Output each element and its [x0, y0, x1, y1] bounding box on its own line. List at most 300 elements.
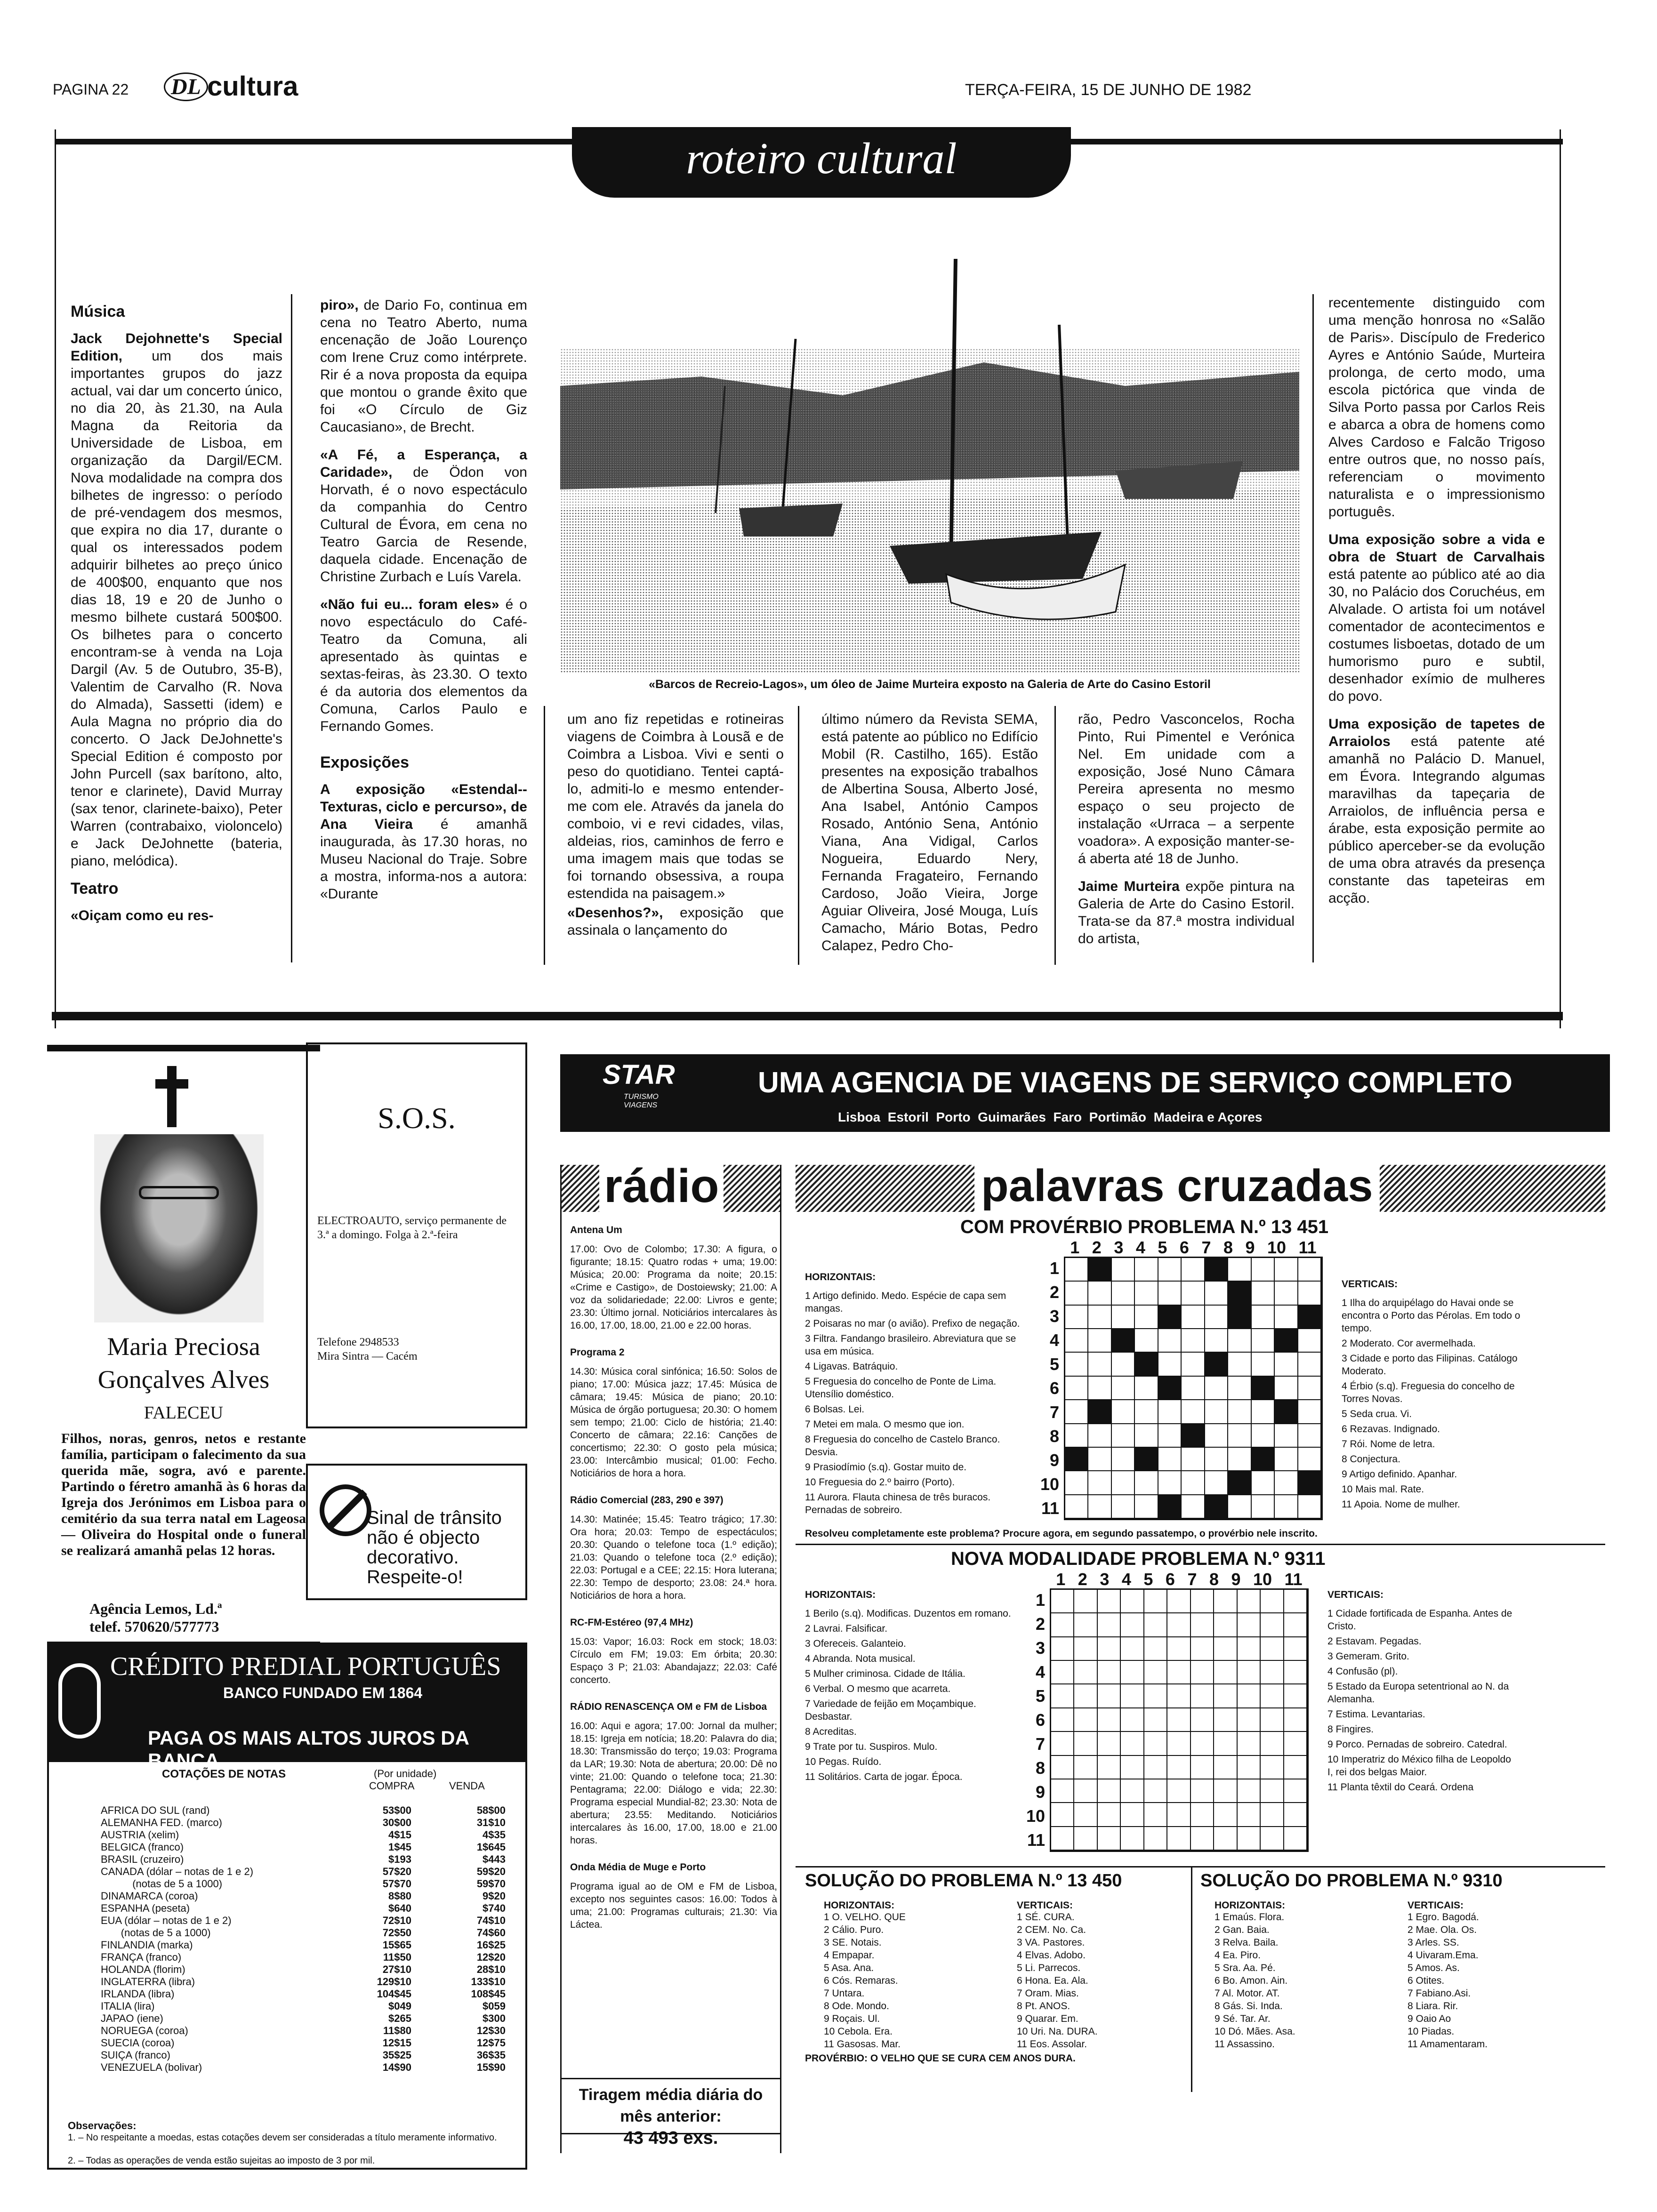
grid-cell[interactable]: [1135, 1258, 1158, 1282]
grid-cell[interactable]: [1261, 1827, 1284, 1851]
grid-cell[interactable]: [1191, 1590, 1214, 1613]
grid-cell[interactable]: [1098, 1779, 1121, 1803]
grid-cell[interactable]: [1238, 1732, 1261, 1755]
grid-cell[interactable]: [1214, 1756, 1237, 1779]
grid-number: 5: [1049, 1354, 1059, 1374]
grid-cell[interactable]: [1284, 1732, 1307, 1755]
grid-cell[interactable]: [1284, 1827, 1307, 1851]
painting-photo: [560, 207, 1299, 673]
grid-cell[interactable]: [1158, 1448, 1182, 1471]
grid-cell[interactable]: [1121, 1684, 1144, 1708]
grid-cell[interactable]: [1167, 1756, 1190, 1779]
problem-2-horizontal-clues: [805, 1607, 1017, 1786]
grid-cell[interactable]: [1074, 1590, 1097, 1613]
grid-cell[interactable]: [1051, 1756, 1074, 1779]
grid-cell[interactable]: [1284, 1613, 1307, 1637]
grid-cell[interactable]: [1238, 1613, 1261, 1637]
grid-cell[interactable]: [1112, 1329, 1135, 1353]
grid-cell[interactable]: [1214, 1803, 1237, 1827]
problem-1-vertical-label: VERTICAIS:: [1342, 1279, 1398, 1290]
grid-cell[interactable]: [1051, 1708, 1074, 1732]
grid-cell[interactable]: [1205, 1377, 1228, 1400]
grid-cell[interactable]: [1228, 1282, 1251, 1305]
grid-cell[interactable]: [1167, 1779, 1190, 1803]
grid-cell[interactable]: [1191, 1827, 1214, 1851]
grid-cell[interactable]: [1298, 1353, 1321, 1376]
grid-cell[interactable]: [1144, 1684, 1167, 1708]
grid-cell[interactable]: [1228, 1329, 1251, 1353]
clue-item: 7 Al. Motor. AT.: [1215, 1988, 1280, 1999]
exhibition-article-1: A exposição «Estendal--Texturas, ciclo e percurso», de Ana Vieira é amanhã inaugurada, às 17.30 horas, no Museu Nacional do Traje. Sobre a mostra, informa-nos a autora: «Durante: [320, 782, 527, 902]
clue-item: 5 Sra. Aa. Pé.: [1215, 1963, 1276, 1973]
grid-cell[interactable]: [1051, 1732, 1074, 1755]
grid-cell[interactable]: [1074, 1661, 1097, 1684]
grid-cell[interactable]: [1167, 1708, 1190, 1732]
grid-cell[interactable]: [1191, 1684, 1214, 1708]
grid-cell[interactable]: [1252, 1471, 1275, 1495]
grid-cell[interactable]: [1112, 1306, 1135, 1329]
grid-cell[interactable]: [1298, 1424, 1321, 1448]
grid-cell[interactable]: [1065, 1377, 1088, 1400]
grid-cell[interactable]: [1144, 1661, 1167, 1684]
grid-cell[interactable]: [1098, 1637, 1121, 1661]
grid-cell[interactable]: [1205, 1448, 1228, 1471]
grid-cell[interactable]: [1088, 1377, 1111, 1400]
grid-cell[interactable]: [1182, 1353, 1205, 1376]
grid-cell[interactable]: [1158, 1424, 1182, 1448]
grid-cell[interactable]: [1167, 1803, 1190, 1827]
grid-cell[interactable]: [1261, 1803, 1284, 1827]
grid-cell[interactable]: [1074, 1684, 1097, 1708]
grid-cell[interactable]: [1098, 1803, 1121, 1827]
grid-cell[interactable]: [1088, 1282, 1111, 1305]
problem-1-title: COM PROVÉRBIO PROBLEMA N.º 13 451: [960, 1217, 1329, 1237]
exhibitions-column-3: um ano fiz repetidas e rotineiras viagens de Coimbra à Lousã e de Coimbra a Lisboa. Vivi e senti o peso do quotidiano. Tentei captá-lo, admiti-lo e mesmo entender-me com ele. Através da janela do comboio, vi e revi cidades, vilas, aldeias, rios, caminhos de ferro e uma imagem mais que todas se foi tornando obsessiva, a roupa estendida na paisagem.» «Desenhos?», exposição que assinala o lançamento do: [567, 712, 784, 938]
grid-cell[interactable]: [1228, 1448, 1251, 1471]
grid-cell[interactable]: [1088, 1329, 1111, 1353]
grid-cell[interactable]: [1121, 1708, 1144, 1732]
grid-cell[interactable]: [1167, 1590, 1190, 1613]
grid-cell[interactable]: [1065, 1329, 1088, 1353]
grid-cell[interactable]: [1284, 1661, 1307, 1684]
grid-cell[interactable]: [1112, 1495, 1135, 1519]
rates-notes-title: Observações:: [68, 2120, 137, 2132]
grid-cell[interactable]: [1112, 1448, 1135, 1471]
grid-cell[interactable]: [1158, 1495, 1182, 1519]
grid-cell[interactable]: [1065, 1448, 1088, 1471]
grid-cell[interactable]: [1298, 1377, 1321, 1400]
grid-cell[interactable]: [1074, 1637, 1097, 1661]
grid-cell[interactable]: [1252, 1448, 1275, 1471]
grid-cell[interactable]: [1191, 1779, 1214, 1803]
grid-cell[interactable]: [1228, 1400, 1251, 1424]
grid-cell[interactable]: [1284, 1684, 1307, 1708]
grid-cell[interactable]: [1051, 1637, 1074, 1661]
grid-cell[interactable]: [1121, 1803, 1144, 1827]
grid-cell[interactable]: [1228, 1377, 1251, 1400]
grid-cell[interactable]: [1275, 1282, 1298, 1305]
solution-2-h-label: HORIZONTAIS:: [1215, 1900, 1286, 1911]
grid-cell[interactable]: [1135, 1377, 1158, 1400]
grid-cell[interactable]: [1275, 1377, 1298, 1400]
grid-cell[interactable]: [1182, 1424, 1205, 1448]
grid-cell[interactable]: [1214, 1827, 1237, 1851]
grid-cell[interactable]: [1088, 1424, 1111, 1448]
grid-cell[interactable]: [1167, 1684, 1190, 1708]
grid-cell[interactable]: [1121, 1613, 1144, 1637]
clue-item: 11 Aurora. Flauta chinesa de três buracos. Pernadas de sobreiro.: [805, 1492, 991, 1515]
grid-number: 4: [1035, 1662, 1045, 1682]
grid-cell[interactable]: [1205, 1306, 1228, 1329]
cross-icon: [155, 1066, 188, 1127]
problem-2-column-numbers: [1050, 1570, 1309, 1589]
stuart-article: Uma exposição sobre a vida e obra de Stuart de Carvalhais está patente ao público até ao dia 30, no Palácio dos Coruchéus, em Alvalade. O artista foi um notável comentador de acontecimentos e costumes lisboetas, dotado de um humorismo puro e subtil, desenhador exímio de mulheres do povo.: [1328, 532, 1545, 704]
grid-cell[interactable]: [1121, 1637, 1144, 1661]
clue-item: 3 Filtra. Fandango brasileiro. Abreviatura que se usa em música.: [805, 1333, 1016, 1357]
grid-cell[interactable]: [1098, 1590, 1121, 1613]
sos-text: ELECTROAUTO, serviço permanente de 3.ª a domingo. Folga à 2.ª-feira: [317, 1215, 507, 1241]
grid-cell[interactable]: [1205, 1424, 1228, 1448]
grid-cell[interactable]: [1275, 1329, 1298, 1353]
rate-row: BRASIL (cruzeiro) $193 $443: [101, 1853, 506, 1865]
rate-row: BELGICA (franco) 1$45 1$645: [101, 1841, 506, 1853]
clue-item: 9 Prasiodímio (s.q). Gostar muito de.: [805, 1462, 967, 1473]
grid-cell[interactable]: [1191, 1613, 1214, 1637]
grid-cell[interactable]: [1284, 1708, 1307, 1732]
grid-cell[interactable]: [1074, 1756, 1097, 1779]
grid-cell[interactable]: [1252, 1400, 1275, 1424]
grid-cell[interactable]: [1098, 1756, 1121, 1779]
grid-cell[interactable]: [1228, 1258, 1251, 1282]
grid-cell[interactable]: [1275, 1400, 1298, 1424]
grid-cell[interactable]: [1238, 1590, 1261, 1613]
grid-cell[interactable]: [1252, 1329, 1275, 1353]
grid-cell[interactable]: [1051, 1661, 1074, 1684]
grid-cell[interactable]: [1238, 1803, 1261, 1827]
grid-cell[interactable]: [1252, 1424, 1275, 1448]
grid-cell[interactable]: [1214, 1661, 1237, 1684]
grid-cell[interactable]: [1182, 1306, 1205, 1329]
grid-cell[interactable]: [1284, 1756, 1307, 1779]
clue-item: 6 Verbal. O mesmo que acarreta.: [805, 1683, 951, 1694]
grid-cell[interactable]: [1261, 1708, 1284, 1732]
grid-cell[interactable]: [1167, 1637, 1190, 1661]
grid-number: 2: [1092, 1238, 1102, 1257]
star-sub: TURISMO VIAGENS: [624, 1093, 659, 1109]
grid-cell[interactable]: [1112, 1353, 1135, 1376]
grid-cell[interactable]: [1158, 1353, 1182, 1376]
grid-cell[interactable]: [1135, 1400, 1158, 1424]
rate-row: AFRICA DO SUL (rand) 53$00 58$00: [101, 1804, 506, 1816]
grid-cell[interactable]: [1298, 1258, 1321, 1282]
clue-item: 3 VA. Pastores.: [1017, 1937, 1085, 1948]
grid-cell[interactable]: [1167, 1827, 1190, 1851]
clue-item: 11 Apoia. Nome de mulher.: [1342, 1499, 1460, 1510]
grid-cell[interactable]: [1252, 1306, 1275, 1329]
grid-cell[interactable]: [1298, 1495, 1321, 1519]
grid-cell[interactable]: [1284, 1590, 1307, 1613]
grid-number: 6: [1179, 1238, 1189, 1257]
grid-cell[interactable]: [1112, 1258, 1135, 1282]
grid-cell[interactable]: [1144, 1637, 1167, 1661]
grid-cell[interactable]: [1088, 1471, 1111, 1495]
clue-item: 9 Quarar. Em.: [1017, 2013, 1078, 2024]
grid-number: 11: [1284, 1570, 1303, 1589]
grid-cell[interactable]: [1074, 1613, 1097, 1637]
grid-cell[interactable]: [1191, 1803, 1214, 1827]
grid-cell[interactable]: [1261, 1684, 1284, 1708]
clue-item: 9 Oaio Ao: [1408, 2013, 1451, 2024]
solution-1-vertical: [1017, 1911, 1186, 2051]
grid-cell[interactable]: [1214, 1732, 1237, 1755]
grid-number: 11: [1041, 1498, 1059, 1518]
grid-cell[interactable]: [1112, 1471, 1135, 1495]
grid-cell[interactable]: [1275, 1353, 1298, 1376]
grid-cell[interactable]: [1275, 1448, 1298, 1471]
solution-2-horizontal: [1215, 1911, 1393, 2051]
grid-cell[interactable]: [1182, 1471, 1205, 1495]
grid-cell[interactable]: [1065, 1424, 1088, 1448]
grid-cell[interactable]: [1252, 1282, 1275, 1305]
grid-cell[interactable]: [1135, 1495, 1158, 1519]
grid-cell[interactable]: [1214, 1613, 1237, 1637]
grid-cell[interactable]: [1182, 1400, 1205, 1424]
grid-cell[interactable]: [1284, 1637, 1307, 1661]
star-headline: UMA AGENCIA DE VIAGENS DE SERVIÇO COMPLETO: [758, 1066, 1513, 1099]
grid-cell[interactable]: [1252, 1353, 1275, 1376]
grid-cell[interactable]: [1051, 1590, 1074, 1613]
grid-cell[interactable]: [1298, 1306, 1321, 1329]
grid-cell[interactable]: [1065, 1400, 1088, 1424]
grid-cell[interactable]: [1098, 1708, 1121, 1732]
crossword-grid-1: [1064, 1257, 1323, 1520]
grid-cell[interactable]: [1144, 1613, 1167, 1637]
grid-cell[interactable]: [1275, 1424, 1298, 1448]
radio-title: rádio: [599, 1160, 724, 1212]
grid-cell[interactable]: [1112, 1400, 1135, 1424]
rate-row: NORUEGA (coroa) 11$80 12$30: [101, 2025, 506, 2036]
grid-cell[interactable]: [1182, 1448, 1205, 1471]
grid-cell[interactable]: [1144, 1590, 1167, 1613]
grid-cell[interactable]: [1135, 1306, 1158, 1329]
clue-item: 7 Untara.: [824, 1988, 865, 1999]
grid-cell[interactable]: [1135, 1471, 1158, 1495]
grid-cell[interactable]: [1121, 1661, 1144, 1684]
grid-cell[interactable]: [1088, 1495, 1111, 1519]
grid-cell[interactable]: [1088, 1306, 1111, 1329]
grid-cell[interactable]: [1158, 1282, 1182, 1305]
grid-cell[interactable]: [1135, 1424, 1158, 1448]
grid-cell[interactable]: [1275, 1471, 1298, 1495]
grid-cell[interactable]: [1205, 1329, 1228, 1353]
crossword-title: palavras cruzadas: [974, 1160, 1380, 1212]
grid-cell[interactable]: [1261, 1756, 1284, 1779]
grid-cell[interactable]: [1158, 1377, 1182, 1400]
grid-cell[interactable]: [1191, 1756, 1214, 1779]
grid-cell[interactable]: [1074, 1803, 1097, 1827]
grid-cell[interactable]: [1144, 1779, 1167, 1803]
clue-item: 11 Assassino.: [1215, 2039, 1275, 2050]
grid-number: 6: [1049, 1378, 1059, 1398]
clue-item: 9 Trate por tu. Suspiros. Mulo.: [805, 1741, 938, 1752]
grid-cell[interactable]: [1214, 1590, 1237, 1613]
grid-cell[interactable]: [1144, 1732, 1167, 1755]
clue-item: 1 O. VELHO. QUE: [824, 1912, 906, 1923]
sos-address: Mira Sintra — Cacém: [317, 1350, 418, 1362]
grid-cell[interactable]: [1051, 1827, 1074, 1851]
grid-number: 4: [1121, 1570, 1131, 1589]
grid-cell[interactable]: [1205, 1282, 1228, 1305]
grid-cell[interactable]: [1182, 1495, 1205, 1519]
grid-cell[interactable]: [1261, 1661, 1284, 1684]
grid-cell[interactable]: [1051, 1803, 1074, 1827]
grid-cell[interactable]: [1121, 1827, 1144, 1851]
grid-cell[interactable]: [1275, 1306, 1298, 1329]
grid-cell[interactable]: [1088, 1400, 1111, 1424]
grid-number: 8: [1035, 1758, 1045, 1778]
grid-cell[interactable]: [1298, 1471, 1321, 1495]
grid-cell[interactable]: [1252, 1258, 1275, 1282]
grid-cell[interactable]: [1167, 1732, 1190, 1755]
grid-cell[interactable]: [1205, 1353, 1228, 1376]
clue-item: 5 Amos. As.: [1408, 1963, 1460, 1973]
grid-cell[interactable]: [1065, 1353, 1088, 1376]
grid-cell[interactable]: [1228, 1424, 1251, 1448]
grid-cell[interactable]: [1135, 1282, 1158, 1305]
grid-cell[interactable]: [1228, 1353, 1251, 1376]
grid-cell[interactable]: [1088, 1353, 1111, 1376]
clue-item: 6 Hona. Ea. Ala.: [1017, 1975, 1088, 1986]
grid-cell[interactable]: [1298, 1329, 1321, 1353]
grid-cell[interactable]: [1182, 1329, 1205, 1353]
grid-cell[interactable]: [1228, 1306, 1251, 1329]
grid-cell[interactable]: [1098, 1661, 1121, 1684]
grid-cell[interactable]: [1261, 1732, 1284, 1755]
grid-cell[interactable]: [1167, 1613, 1190, 1637]
grid-cell[interactable]: [1182, 1258, 1205, 1282]
grid-cell[interactable]: [1144, 1827, 1167, 1851]
grid-cell[interactable]: [1051, 1684, 1074, 1708]
grid-cell[interactable]: [1275, 1258, 1298, 1282]
grid-cell[interactable]: [1121, 1732, 1144, 1755]
grid-cell[interactable]: [1088, 1258, 1111, 1282]
grid-cell[interactable]: [1214, 1779, 1237, 1803]
grid-cell[interactable]: [1074, 1827, 1097, 1851]
grid-cell[interactable]: [1228, 1495, 1251, 1519]
grid-cell[interactable]: [1238, 1708, 1261, 1732]
grid-cell[interactable]: [1191, 1661, 1214, 1684]
grid-cell[interactable]: [1205, 1400, 1228, 1424]
grid-cell[interactable]: [1205, 1471, 1228, 1495]
grid-cell[interactable]: [1144, 1708, 1167, 1732]
grid-cell[interactable]: [1098, 1613, 1121, 1637]
grid-cell[interactable]: [1191, 1708, 1214, 1732]
grid-cell[interactable]: [1135, 1448, 1158, 1471]
grid-cell[interactable]: [1284, 1779, 1307, 1803]
rate-row: INGLATERRA (libra) 129$10 133$10: [101, 1976, 506, 1988]
grid-cell[interactable]: [1121, 1590, 1144, 1613]
grid-cell[interactable]: [1214, 1684, 1237, 1708]
grid-cell[interactable]: [1112, 1424, 1135, 1448]
grid-cell[interactable]: [1228, 1471, 1251, 1495]
grid-cell[interactable]: [1261, 1637, 1284, 1661]
grid-cell[interactable]: [1191, 1637, 1214, 1661]
grid-cell[interactable]: [1205, 1258, 1228, 1282]
grid-cell[interactable]: [1158, 1400, 1182, 1424]
grid-cell[interactable]: [1135, 1329, 1158, 1353]
grid-cell[interactable]: [1298, 1448, 1321, 1471]
bank-logo-icon: [58, 1663, 101, 1739]
grid-cell[interactable]: [1252, 1377, 1275, 1400]
grid-cell[interactable]: [1098, 1684, 1121, 1708]
grid-cell[interactable]: [1158, 1306, 1182, 1329]
grid-cell[interactable]: [1098, 1732, 1121, 1755]
grid-cell[interactable]: [1214, 1708, 1237, 1732]
grid-cell[interactable]: [1135, 1353, 1158, 1376]
grid-cell[interactable]: [1261, 1779, 1284, 1803]
grid-cell[interactable]: [1182, 1282, 1205, 1305]
grid-cell[interactable]: [1088, 1448, 1111, 1471]
grid-cell[interactable]: [1205, 1495, 1228, 1519]
column-rule: [291, 294, 292, 962]
rate-row: (notas de 5 a 1000) 72$50 74$60: [101, 1927, 506, 1939]
grid-cell[interactable]: [1238, 1779, 1261, 1803]
rate-row: ALEMANHA FED. (marco) 30$00 31$10: [101, 1817, 506, 1828]
grid-cell[interactable]: [1065, 1282, 1088, 1305]
grid-cell[interactable]: [1158, 1471, 1182, 1495]
grid-cell[interactable]: [1284, 1803, 1307, 1827]
grid-cell[interactable]: [1051, 1613, 1074, 1637]
grid-cell[interactable]: [1298, 1282, 1321, 1305]
grid-cell[interactable]: [1261, 1613, 1284, 1637]
grid-cell[interactable]: [1238, 1661, 1261, 1684]
grid-number: 3: [1114, 1238, 1124, 1257]
grid-cell[interactable]: [1074, 1732, 1097, 1755]
grid-cell[interactable]: [1238, 1684, 1261, 1708]
grid-cell[interactable]: [1074, 1779, 1097, 1803]
grid-cell[interactable]: [1214, 1637, 1237, 1661]
grid-cell[interactable]: [1298, 1400, 1321, 1424]
clue-item: 3 SE. Notais.: [824, 1937, 882, 1948]
grid-cell[interactable]: [1238, 1637, 1261, 1661]
grid-number: 1: [1070, 1238, 1080, 1257]
grid-cell[interactable]: [1238, 1827, 1261, 1851]
grid-cell[interactable]: [1065, 1495, 1088, 1519]
grid-cell[interactable]: [1158, 1258, 1182, 1282]
grid-cell[interactable]: [1191, 1732, 1214, 1755]
grid-cell[interactable]: [1121, 1779, 1144, 1803]
grid-cell[interactable]: [1238, 1756, 1261, 1779]
grid-cell[interactable]: [1121, 1756, 1144, 1779]
grid-cell[interactable]: [1065, 1306, 1088, 1329]
grid-cell[interactable]: [1144, 1803, 1167, 1827]
grid-cell[interactable]: [1158, 1329, 1182, 1353]
grid-cell[interactable]: [1144, 1756, 1167, 1779]
grid-cell[interactable]: [1098, 1827, 1121, 1851]
grid-cell[interactable]: [1182, 1377, 1205, 1400]
funeral-agency: Agência Lemos, Ld.ª: [89, 1600, 222, 1617]
grid-cell[interactable]: [1275, 1495, 1298, 1519]
grid-cell[interactable]: [1252, 1495, 1275, 1519]
grid-cell[interactable]: [1051, 1779, 1074, 1803]
grid-cell[interactable]: [1065, 1258, 1088, 1282]
grid-cell[interactable]: [1261, 1590, 1284, 1613]
grid-cell[interactable]: [1065, 1471, 1088, 1495]
grid-cell[interactable]: [1112, 1377, 1135, 1400]
grid-cell[interactable]: [1112, 1282, 1135, 1305]
grid-cell[interactable]: [1074, 1708, 1097, 1732]
grid-cell[interactable]: [1167, 1661, 1190, 1684]
